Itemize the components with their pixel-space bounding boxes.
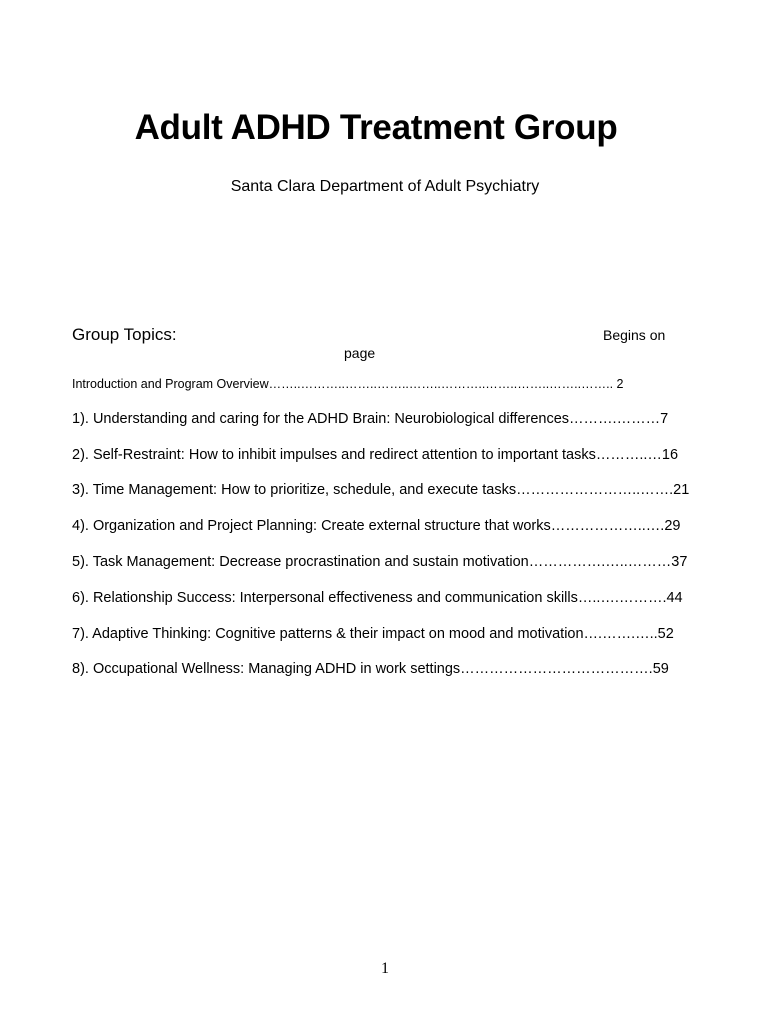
page-number: 1 bbox=[381, 960, 389, 977]
group-topics-label: Group Topics: bbox=[72, 325, 177, 344]
toc-entry-introduction: Introduction and Program Overview……..………..……..……..……..………..……..……..……..…….. 2 bbox=[72, 377, 624, 391]
toc-entry-2: 2). Self-Restraint: How to inhibit impulses and redirect attention to important tasks………..…16 bbox=[72, 447, 679, 463]
toc-entry-4: 4). Organization and Project Planning: Create external structure that works………………..….29 bbox=[72, 518, 681, 534]
toc-entry-6: 6). Relationship Success: Interpersonal effectiveness and communication skills…..….……….44 bbox=[72, 590, 683, 606]
begins-on-label: Begins on bbox=[603, 327, 666, 343]
toc-entry-3: 3). Time Management: How to prioritize, schedule, and execute tasks……………………..…….21 bbox=[72, 482, 690, 498]
toc-entry-8: 8). Occupational Wellness: Managing ADHD in work settings………………………………….59 bbox=[72, 661, 669, 677]
toc-entry-5: 5). Task Management: Decrease procrastination and sustain motivation…………….…..………37 bbox=[72, 554, 688, 570]
document-subtitle: Santa Clara Department of Adult Psychiatry bbox=[230, 178, 540, 195]
document-title: Adult ADHD Treatment Group bbox=[134, 108, 618, 147]
page-label: page bbox=[344, 345, 376, 361]
toc-entry-1: 1). Understanding and caring for the ADHD Brain: Neurobiological differences……….………7 bbox=[72, 411, 669, 427]
toc-entry-7: 7). Adaptive Thinking: Cognitive patterns & their impact on mood and motivation….…….…..52 bbox=[72, 626, 674, 642]
